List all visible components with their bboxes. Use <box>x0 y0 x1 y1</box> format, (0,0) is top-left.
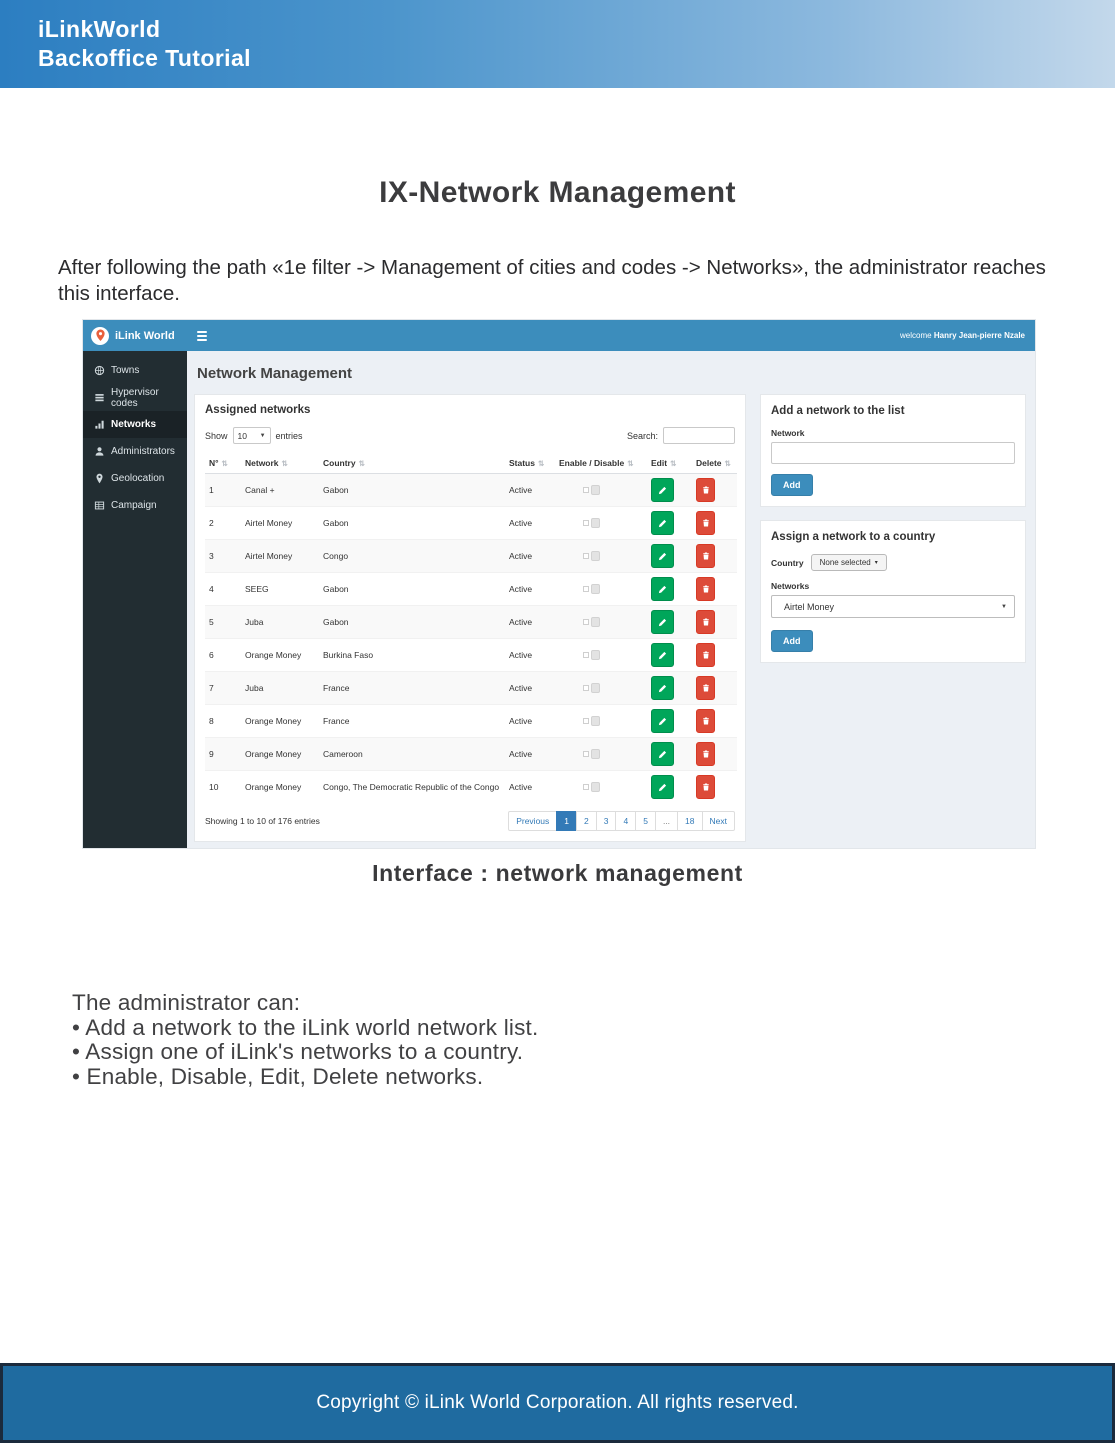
cell-status: Active <box>509 716 533 726</box>
cell-network: Juba <box>245 617 264 627</box>
sort-icon: ⇅ <box>358 459 365 468</box>
column-header-status[interactable] <box>505 453 555 474</box>
delete-button[interactable] <box>696 511 715 535</box>
cell-status: Active <box>509 683 533 693</box>
toggle-knob <box>591 782 600 792</box>
column-header-label: Status <box>509 458 535 468</box>
trash-icon <box>702 683 710 693</box>
column-header-n-[interactable] <box>205 453 241 474</box>
table-header-row <box>205 453 737 474</box>
cell-enable-disable <box>555 705 647 738</box>
sidebar-item-label: Hypervisor codes <box>111 386 159 409</box>
enable-disable-toggle[interactable] <box>583 518 600 528</box>
cell-network: Canal + <box>245 485 275 495</box>
column-header-label: Edit <box>651 458 668 468</box>
cell-number: 9 <box>209 749 214 759</box>
sidebar-item-networks[interactable] <box>83 411 187 438</box>
map-marker-icon <box>93 473 105 485</box>
cell-edit <box>647 540 692 573</box>
edit-button[interactable] <box>651 511 674 535</box>
cell-delete <box>692 705 737 738</box>
cell-country: Burkina Faso <box>323 650 374 660</box>
cell-edit <box>647 474 692 507</box>
edit-pencil-icon <box>658 552 667 561</box>
toggle-knob <box>591 650 600 660</box>
pagination-page-4[interactable]: 4 <box>615 811 636 831</box>
trash-icon <box>702 617 710 627</box>
cell-country: Cameroon <box>323 749 363 759</box>
trash-icon <box>702 485 710 495</box>
cell-country: Gabon <box>323 485 349 495</box>
cell-country: France <box>323 716 350 726</box>
table-row <box>205 771 737 804</box>
sidebar-item-label: Geolocation <box>111 473 165 484</box>
delete-button[interactable] <box>696 544 715 568</box>
welcome-message <box>900 331 1025 340</box>
hamburger-icon[interactable] <box>197 331 207 341</box>
sort-icon: ⇅ <box>221 459 228 468</box>
toggle-checkbox <box>583 751 589 757</box>
edit-pencil-icon <box>658 750 667 759</box>
assign-network-panel <box>760 520 1026 663</box>
admin-capabilities-lead: The administrator can: <box>72 990 301 1015</box>
network-selected-value: Airtel Money <box>784 601 835 612</box>
cell-number: 4 <box>209 584 214 594</box>
table-row <box>205 672 737 705</box>
column-header-label: N° <box>209 458 219 468</box>
pagination-page-1[interactable]: 1 <box>556 811 577 831</box>
cell-enable-disable <box>555 540 647 573</box>
cell-number: 2 <box>209 518 214 528</box>
cell-edit <box>647 573 692 606</box>
trash-icon <box>702 518 710 528</box>
add-network-title: Add a network to the list <box>771 405 905 417</box>
toggle-knob <box>591 617 600 627</box>
toggle-checkbox <box>583 586 589 592</box>
cell-enable-disable <box>555 606 647 639</box>
caret-down-icon: ▼ <box>1001 603 1007 610</box>
trash-icon <box>702 650 710 660</box>
cell-number: 5 <box>209 617 214 627</box>
show-label: Show <box>205 430 228 441</box>
assign-add-button[interactable]: Add <box>771 630 813 652</box>
pagination-previous[interactable]: Previous <box>508 811 557 831</box>
edit-button[interactable] <box>651 775 674 799</box>
add-network-button[interactable]: Add <box>771 474 813 496</box>
cell-status: Active <box>509 749 533 759</box>
cell-number: 7 <box>209 683 214 693</box>
cell-delete <box>692 474 737 507</box>
caret-down-icon: ▾ <box>874 560 878 566</box>
cell-country: Congo, The Democratic Republic of the Congo <box>323 782 500 792</box>
document-title-line2: Backoffice Tutorial <box>38 45 251 71</box>
document-header <box>0 0 1115 88</box>
cell-network: Juba <box>245 683 264 693</box>
cell-number: 10 <box>209 782 219 792</box>
globe-icon <box>93 365 105 377</box>
cell-status: Active <box>509 650 533 660</box>
entries-label: entries <box>275 430 303 441</box>
admin-capability-item: • Add a network to the iLink world network list. <box>72 1014 539 1040</box>
pagination-next[interactable]: Next <box>702 811 735 831</box>
tutorial-screenshot <box>83 320 1035 848</box>
column-header-label: Delete <box>696 458 722 468</box>
enable-disable-toggle[interactable] <box>583 749 600 759</box>
edit-pencil-icon <box>658 486 667 495</box>
enable-disable-toggle[interactable] <box>583 782 600 792</box>
toggle-checkbox <box>583 520 589 526</box>
table-row <box>205 540 737 573</box>
cell-number: 8 <box>209 716 214 726</box>
sidebar-menu <box>83 351 187 848</box>
cell-edit <box>647 606 692 639</box>
sort-icon: ⇅ <box>537 459 545 468</box>
cell-enable-disable <box>555 771 647 804</box>
toggle-checkbox <box>583 619 589 625</box>
section-title: IX-Network Management <box>379 176 736 209</box>
delete-button[interactable] <box>696 643 715 667</box>
cell-enable-disable <box>555 573 647 606</box>
edit-pencil-icon <box>658 783 667 792</box>
cell-delete <box>692 540 737 573</box>
cell-edit <box>647 672 692 705</box>
cell-delete <box>692 738 737 771</box>
page-title: Network Management <box>197 365 353 382</box>
network-select[interactable] <box>771 595 1015 618</box>
search-label: Search: <box>626 430 658 441</box>
toggle-checkbox <box>583 652 589 658</box>
assign-network-title: Assign a network to a country <box>771 531 936 543</box>
search-input[interactable] <box>663 427 735 444</box>
assigned-networks-title: Assigned networks <box>205 404 311 416</box>
toggle-checkbox <box>583 784 589 790</box>
copyright-text: Copyright © iLink World Corporation. All rights reserved. <box>316 1392 799 1413</box>
cell-edit <box>647 738 692 771</box>
cell-enable-disable <box>555 507 647 540</box>
toggle-knob <box>591 749 600 759</box>
delete-button[interactable] <box>696 709 715 733</box>
page-size-select[interactable] <box>233 427 271 444</box>
table-body <box>205 474 737 804</box>
intro-paragraph: After following the path «1e filter -> Management of cities and codes -> Networks», the administrator reaches this interface. <box>58 256 1046 305</box>
edit-pencil-icon <box>658 618 667 627</box>
enable-disable-toggle[interactable] <box>583 485 600 495</box>
country-select[interactable] <box>811 554 887 571</box>
cell-network: Orange Money <box>245 782 302 792</box>
cell-network: Orange Money <box>245 749 302 759</box>
edit-button[interactable] <box>651 478 674 502</box>
toggle-knob <box>591 716 600 726</box>
trash-icon <box>702 782 710 792</box>
table-icon <box>93 500 105 512</box>
table-row <box>205 606 737 639</box>
sort-icon: ⇅ <box>724 459 731 468</box>
enable-disable-toggle[interactable] <box>583 551 600 561</box>
sidebar-item-administrators[interactable] <box>83 438 187 465</box>
add-network-panel <box>760 394 1026 507</box>
networks-label: Networks <box>771 581 810 591</box>
column-header-label: Network <box>245 458 279 468</box>
country-selected-value: None selected <box>819 558 871 567</box>
sidebar-item-towns[interactable] <box>83 357 187 384</box>
cell-network: SEEG <box>245 584 269 594</box>
cell-enable-disable <box>555 672 647 705</box>
toggle-knob <box>591 485 600 495</box>
column-header-label: Enable / Disable <box>559 458 625 468</box>
toggle-knob <box>591 518 600 528</box>
pagination <box>508 811 735 831</box>
cell-delete <box>692 672 737 705</box>
cell-number: 1 <box>209 485 214 495</box>
enable-disable-toggle[interactable] <box>583 584 600 594</box>
cell-country: Congo <box>323 551 349 561</box>
edit-pencil-icon <box>658 519 667 528</box>
column-header-country[interactable] <box>319 453 505 474</box>
table-row <box>205 738 737 771</box>
screenshot-caption: Interface : network management <box>372 860 743 886</box>
edit-button[interactable] <box>651 742 674 766</box>
edit-button[interactable] <box>651 610 674 634</box>
admin-capability-item: • Enable, Disable, Edit, Delete networks. <box>72 1063 484 1089</box>
edit-pencil-icon <box>658 684 667 693</box>
edit-button[interactable] <box>651 676 674 700</box>
cell-delete <box>692 771 737 804</box>
table-row <box>205 507 737 540</box>
column-header-edit[interactable] <box>647 453 692 474</box>
table-row <box>205 705 737 738</box>
cell-edit <box>647 705 692 738</box>
toggle-checkbox <box>583 718 589 724</box>
cell-delete <box>692 573 737 606</box>
toggle-knob <box>591 584 600 594</box>
trash-icon <box>702 749 710 759</box>
cell-delete <box>692 639 737 672</box>
caret-down-icon: ▼ <box>259 432 266 439</box>
edit-pencil-icon <box>658 585 667 594</box>
welcome-user-name: Hanry Jean-pierre Nzale <box>933 331 1025 340</box>
cell-edit <box>647 507 692 540</box>
document-footer <box>0 1363 1115 1443</box>
main-content <box>187 351 1035 848</box>
toggle-checkbox <box>583 553 589 559</box>
network-name-input[interactable] <box>771 442 1015 464</box>
table-row <box>205 573 737 606</box>
brand-name: iLink World <box>115 329 175 342</box>
admin-capability-item: • Assign one of iLink's networks to a country. <box>72 1039 524 1064</box>
delete-button[interactable] <box>696 742 715 766</box>
cell-network: Orange Money <box>245 716 302 726</box>
assigned-networks-panel <box>194 394 746 842</box>
sidebar-item-label: Administrators <box>111 446 175 457</box>
enable-disable-toggle[interactable] <box>583 650 600 660</box>
logo-map-pin-icon <box>91 327 109 345</box>
edit-button[interactable] <box>651 577 674 601</box>
column-header-delete[interactable] <box>692 453 737 474</box>
trash-icon <box>702 551 710 561</box>
sidebar-item-hypervisor-codes[interactable] <box>83 384 187 411</box>
app-logo <box>83 320 187 351</box>
network-field-label: Network <box>771 428 805 438</box>
sort-icon: ⇅ <box>670 459 677 468</box>
table-row <box>205 639 737 672</box>
sort-icon: ⇅ <box>627 459 634 468</box>
cell-number: 6 <box>209 650 214 660</box>
cell-country: France <box>323 683 350 693</box>
top-navbar <box>187 320 1035 351</box>
document-title-line1: iLinkWorld <box>38 16 161 42</box>
cell-delete <box>692 606 737 639</box>
pagination-ellipsis: ... <box>655 811 678 831</box>
sidebar-item-label: Campaign <box>111 500 157 511</box>
list-icon <box>93 392 105 404</box>
delete-button[interactable] <box>696 676 715 700</box>
trash-icon <box>702 716 710 726</box>
cell-status: Active <box>509 551 533 561</box>
cell-edit <box>647 771 692 804</box>
cell-network: Airtel Money <box>245 518 293 528</box>
toggle-knob <box>591 551 600 561</box>
pagination-page-2[interactable]: 2 <box>576 811 597 831</box>
cell-network: Orange Money <box>245 650 302 660</box>
column-header-label: Country <box>323 458 356 468</box>
cell-enable-disable <box>555 738 647 771</box>
welcome-prefix: welcome <box>900 331 932 340</box>
networks-table <box>205 453 737 803</box>
cell-status: Active <box>509 518 533 528</box>
delete-button[interactable] <box>696 775 715 799</box>
cell-enable-disable <box>555 639 647 672</box>
cell-number: 3 <box>209 551 214 561</box>
country-label: Country <box>771 557 804 568</box>
delete-button[interactable] <box>696 478 715 502</box>
pagination-page-3[interactable]: 3 <box>596 811 617 831</box>
pagination-page-18[interactable]: 18 <box>677 811 702 831</box>
signal-icon <box>93 419 105 431</box>
delete-button[interactable] <box>696 577 715 601</box>
edit-pencil-icon <box>658 717 667 726</box>
edit-pencil-icon <box>658 651 667 660</box>
cell-country: Gabon <box>323 584 349 594</box>
admin-capabilities <box>72 991 538 1089</box>
cell-delete <box>692 507 737 540</box>
trash-icon <box>702 584 710 594</box>
edit-button[interactable] <box>651 544 674 568</box>
cell-network: Airtel Money <box>245 551 293 561</box>
table-row <box>205 474 737 507</box>
user-icon <box>93 446 105 458</box>
cell-status: Active <box>509 617 533 627</box>
sidebar-item-campaign[interactable] <box>83 492 187 519</box>
edit-button[interactable] <box>651 643 674 667</box>
cell-status: Active <box>509 584 533 594</box>
delete-button[interactable] <box>696 610 715 634</box>
cell-country: Gabon <box>323 617 349 627</box>
toggle-checkbox <box>583 487 589 493</box>
cell-status: Active <box>509 485 533 495</box>
sidebar-item-geolocation[interactable] <box>83 465 187 492</box>
sort-icon: ⇅ <box>281 459 288 468</box>
sidebar-item-label: Towns <box>111 365 140 376</box>
page-size-value: 10 <box>237 430 247 441</box>
toggle-knob <box>591 683 600 693</box>
entries-summary: Showing 1 to 10 of 176 entries <box>205 816 320 826</box>
enable-disable-toggle[interactable] <box>583 716 600 726</box>
pagination-page-5[interactable]: 5 <box>635 811 656 831</box>
cell-enable-disable <box>555 474 647 507</box>
toggle-checkbox <box>583 685 589 691</box>
enable-disable-toggle[interactable] <box>583 683 600 693</box>
cell-country: Gabon <box>323 518 349 528</box>
edit-button[interactable] <box>651 709 674 733</box>
column-header-network[interactable] <box>241 453 319 474</box>
sidebar-item-label: Networks <box>111 419 157 430</box>
cell-status: Active <box>509 782 533 792</box>
enable-disable-toggle[interactable] <box>583 617 600 627</box>
column-header-enable-disable[interactable] <box>555 453 647 474</box>
cell-edit <box>647 639 692 672</box>
